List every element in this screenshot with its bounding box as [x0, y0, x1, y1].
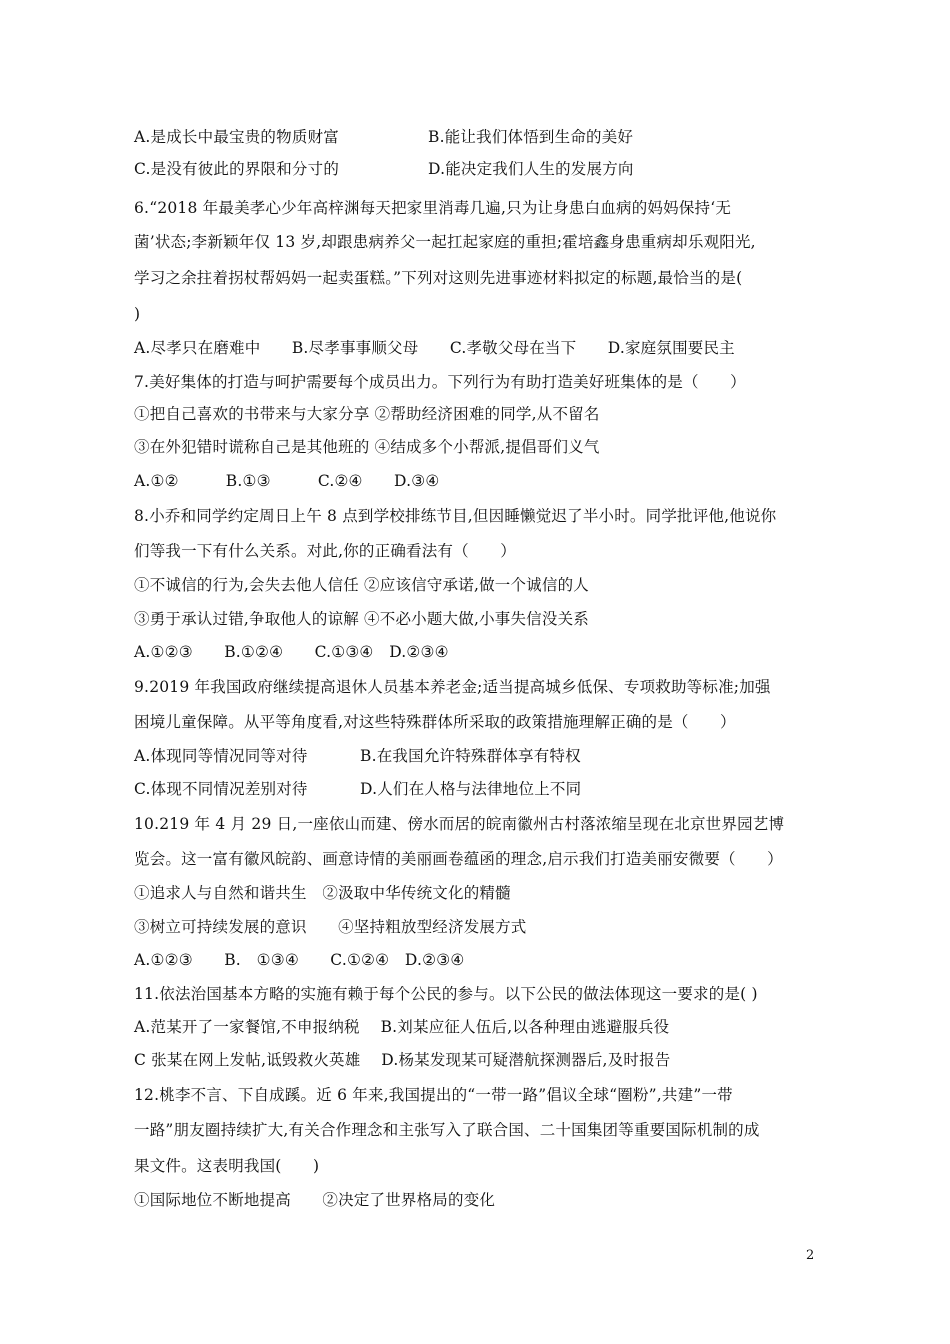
q7-items-1: ①把自己喜欢的书带来与大家分享 ②帮助经济困难的同学,从不留名 — [134, 405, 600, 423]
q12-stem-line-3: 果文件。这表明我国( ) — [134, 1157, 320, 1175]
q8-stem-line-2: 们等我一下有什么关系。对此,你的正确看法有（ ） — [134, 542, 516, 560]
q8-stem-line-1: 8.小乔和同学约定周日上午 8 点到学校排练节目,但因睡懒觉迟了半小时。同学批评他,他说你 — [134, 507, 777, 525]
q9-stem-line-1: 9.2019 年我国政府继续提高退休人员基本养老金;适当提高城乡低保、专项救助等标准;加强 — [134, 678, 771, 696]
q9-option-b: B.在我国允许特殊群体享有特权 — [360, 747, 581, 765]
q6-stem-line-1: 6.“2018 年最美孝心少年高梓渊每天把家里消毒几遍,只为让身患白血病的妈妈保持‘无 — [134, 199, 732, 217]
q10-stem-line-2: 览会。这一富有徽风皖韵、画意诗情的美丽画卷蕴函的理念,启示我们打造美丽安微要（ ） — [134, 850, 783, 868]
q10-items-2: ③树立可持续发展的意识 ④坚持粗放型经济发展方式 — [134, 918, 527, 936]
q11-options-2: C 张某在网上发帖,诋毁救火英雄 D.杨某发现某可疑潜航探测器后,及时报告 — [134, 1051, 671, 1069]
q6-options: A.尽孝只在磨难中 B.尽孝事事顺父母 C.孝敬父母在当下 D.家庭氛围要民主 — [134, 339, 735, 357]
q7-stem: 7.美好集体的打造与呵护需要每个成员出力。下列行为有助打造美好班集体的是（ ） — [134, 373, 746, 391]
q5-option-a: A.是成长中最宝贵的物质财富 — [134, 128, 339, 146]
q9-option-d: D.人们在人格与法律地位上不同 — [360, 780, 582, 798]
q9-option-a: A.体现同等情况同等对待 — [134, 747, 308, 765]
q5-option-b: B.能让我们体悟到生命的美好 — [428, 128, 634, 146]
q6-stem-line-4: ) — [134, 305, 141, 323]
page-number: 2 — [806, 1248, 815, 1263]
q11-stem: 11.依法治国基本方略的实施有赖于每个公民的参与。以下公民的做法体现这一要求的是( ) — [134, 985, 758, 1003]
q12-stem-line-1: 12.桃李不言、下自成蹊。近 6 年来,我国提出的“一带一路”倡议全球“圈粉”,共建”一带 — [134, 1086, 733, 1104]
q5-option-d: D.能决定我们人生的发展方向 — [428, 160, 634, 178]
q9-option-c: C.体现不同情况差别对待 — [134, 780, 308, 798]
q12-items-1: ①国际地位不断地提高 ②决定了世界格局的变化 — [134, 1191, 496, 1209]
q9-stem-line-2: 困境儿童保障。从平等角度看,对这些特殊群体所采取的政策措施理解正确的是（ ） — [134, 713, 736, 731]
q5-option-c: C.是没有彼此的界限和分寸的 — [134, 160, 340, 178]
q6-stem-line-2: 菌’状态;李新颖年仅 13 岁,却跟患病养父一起扛起家庭的重担;霍培鑫身患重病却乐观阳光, — [134, 233, 756, 251]
q7-items-2: ③在外犯错时谎称自己是其他班的 ④结成多个小帮派,提倡哥们义气 — [134, 438, 600, 456]
q8-items-1: ①不诚信的行为,会失去他人信任 ②应该信守承诺,做一个诚信的人 — [134, 576, 589, 594]
q11-options-1: A.范某开了一家餐馆,不申报纳税 B.刘某应征人伍后,以各种理由逃避服兵役 — [134, 1018, 670, 1036]
q10-stem-line-1: 10.219 年 4 月 29 日,一座依山而建、傍水而居的皖南徽州古村落浓缩呈现在北京世界园艺博 — [134, 815, 785, 833]
q8-items-2: ③勇于承认过错,争取他人的谅解 ④不必小题大做,小事失信没关系 — [134, 610, 589, 628]
q10-options: A.①②③ B. ①③④ C.①②④ D.②③④ — [134, 951, 465, 969]
q7-options: A.①② B.①③ C.②④ D.③④ — [134, 472, 440, 490]
q8-options: A.①②③ B.①②④ C.①③④ D.②③④ — [134, 643, 449, 661]
q12-stem-line-2: 一路”朋友圈持续扩大,有关合作理念和主张写入了联合国、二十国集团等重要国际机制的成 — [134, 1121, 760, 1139]
q10-items-1: ①追求人与自然和谐共生 ②汲取中华传统文化的精髓 — [134, 884, 511, 902]
q6-stem-line-3: 学习之余拄着拐杖帮妈妈一起卖蛋糕。”下列对这则先进事迹材料拟定的标题,最恰当的是( — [134, 269, 743, 287]
